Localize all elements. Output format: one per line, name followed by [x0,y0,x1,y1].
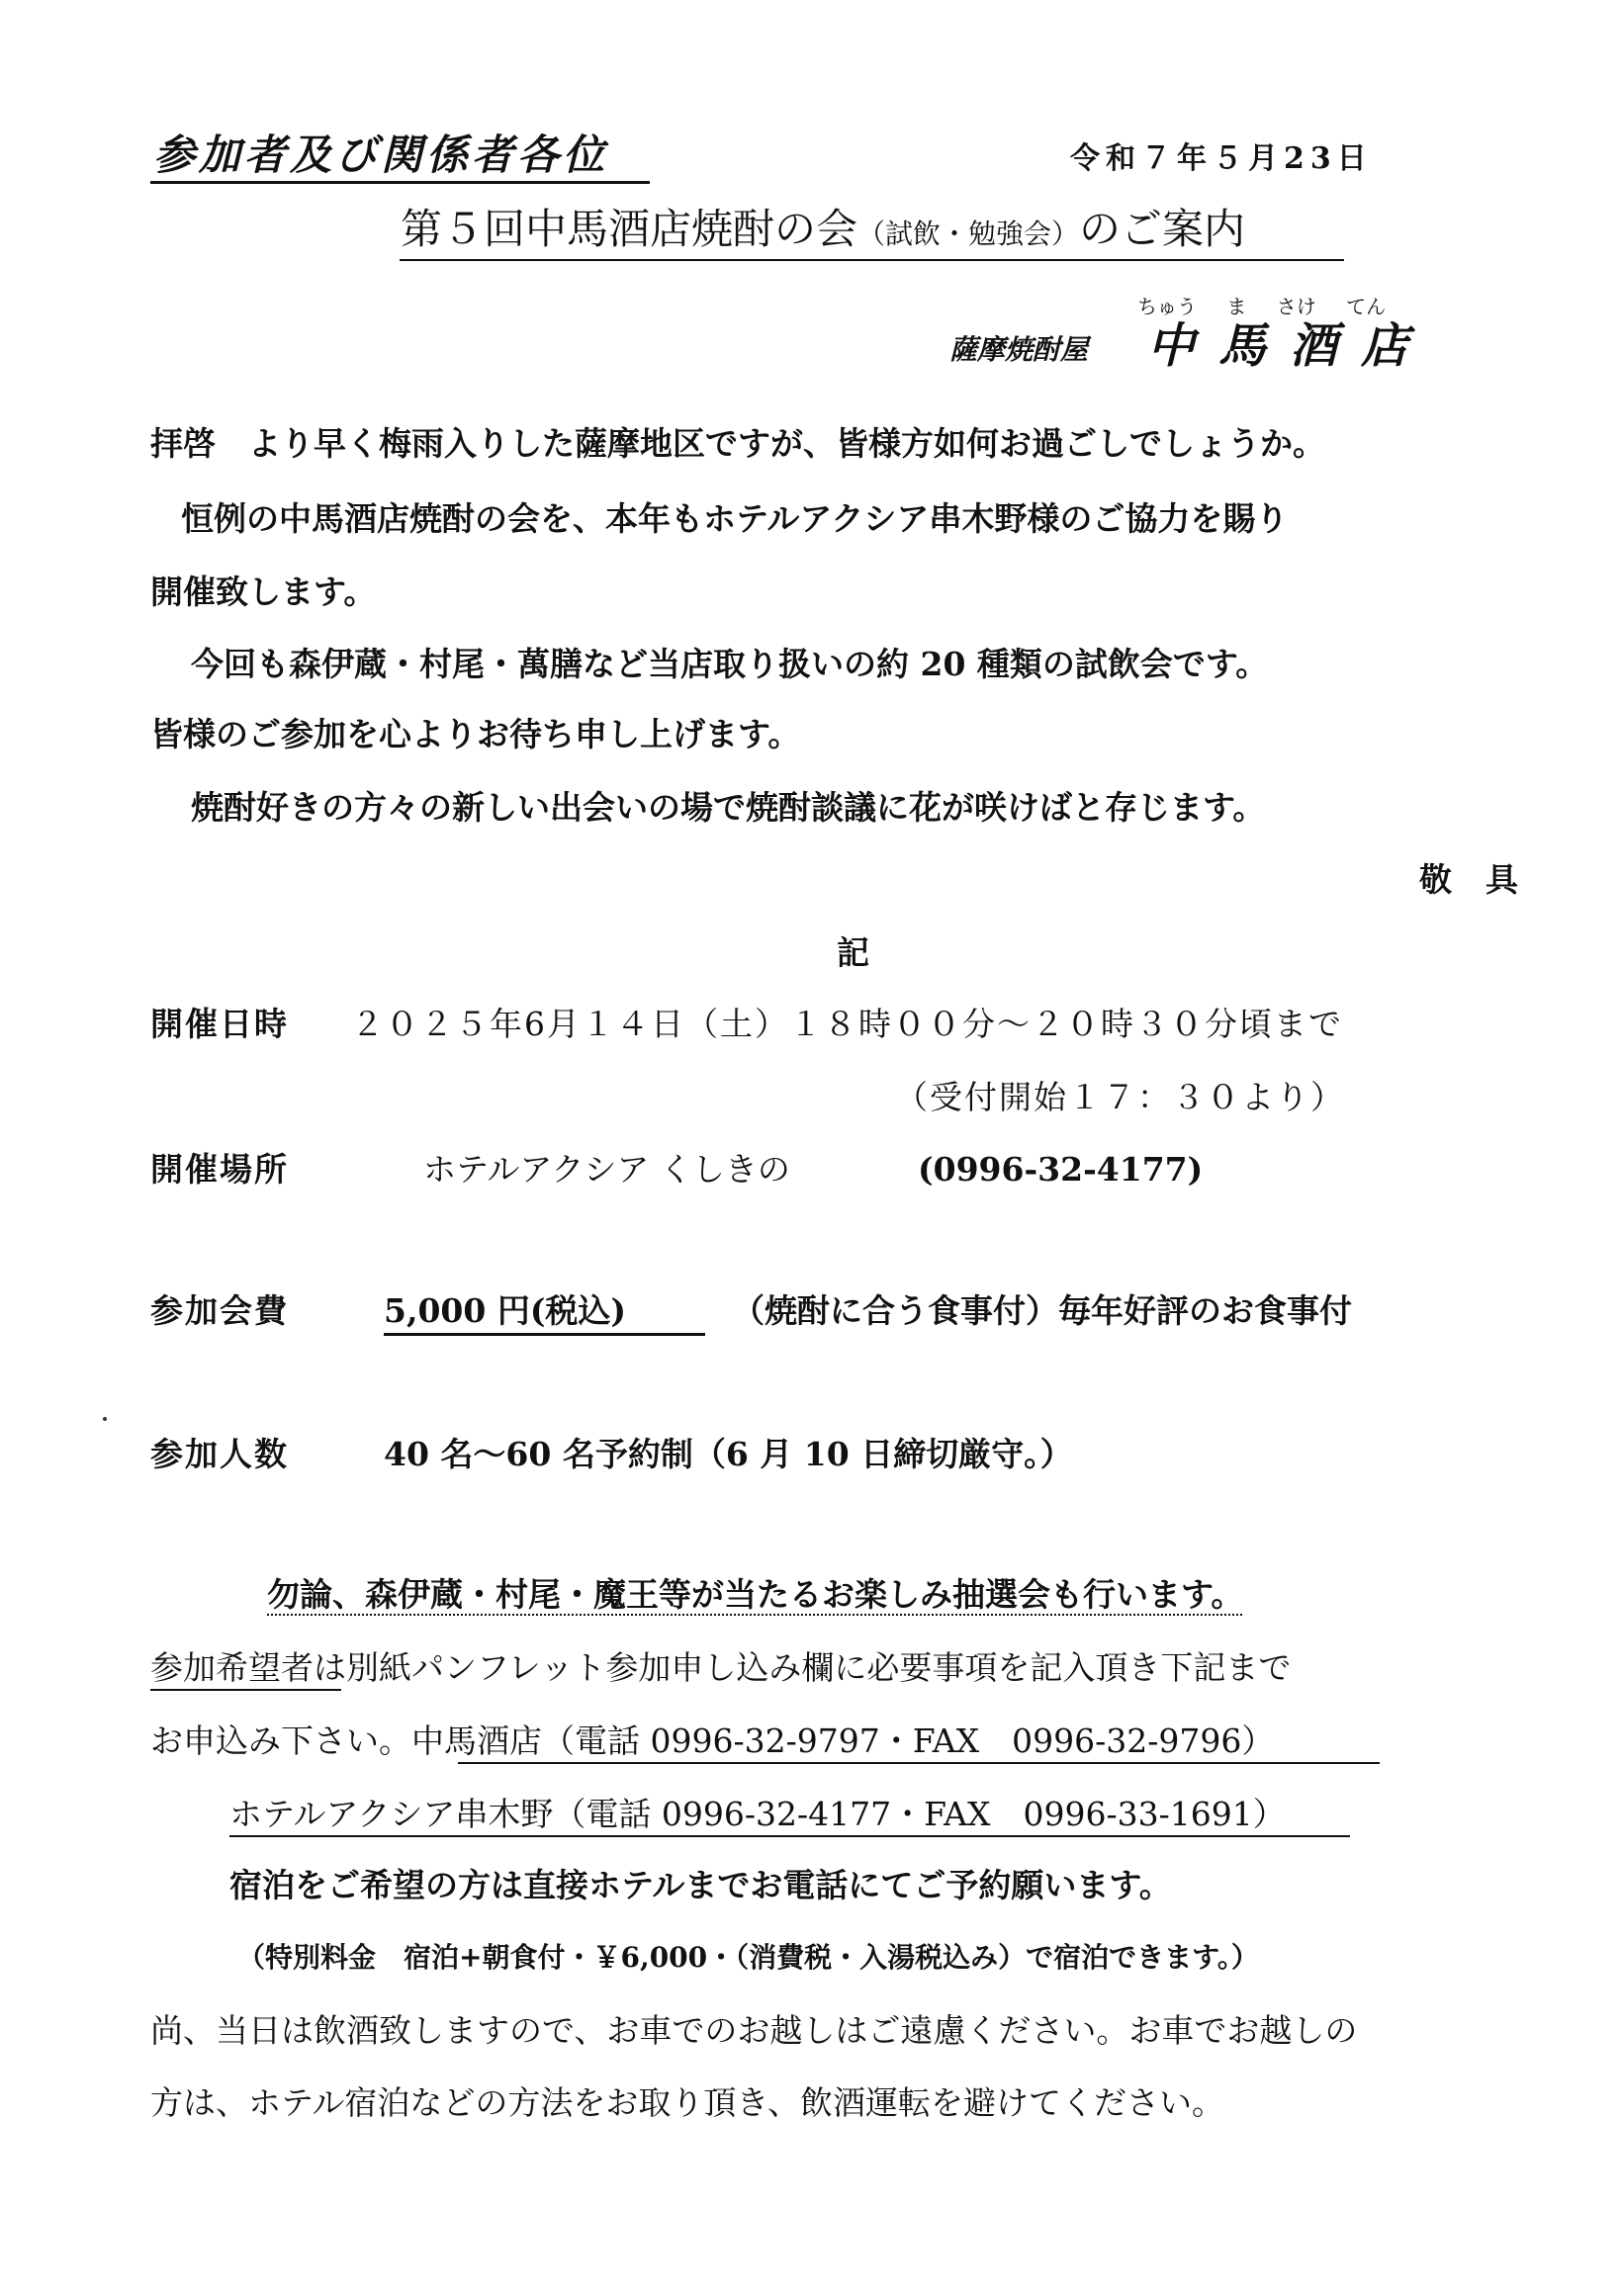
paragraph-3: 焼酎好きの方々の新しい出会いの場で焼酎談議に花が咲けばと存じます。 [191,788,1266,827]
attendance-value: 40 名～60 名予約制（6 月 10 日締切厳守。） [384,1435,1073,1473]
paragraph-1-line-2: 開催致します。 [150,573,377,611]
scan-speck [103,1417,107,1421]
ki-marker: 記 [837,933,869,972]
addressee-underline [150,181,650,184]
event-date-value: ２０２５年6月１４日（土）１８時００分～２０時３０分頃まで [351,1005,1343,1043]
addressee: 参加者及び関係者各位 [153,131,609,179]
apply-instructions: は別紙パンフレット参加申し込み欄に必要事項を記入頂き下記まで [314,1648,1292,1687]
paragraph-2-line-1: 今回も森伊蔵・村尾・萬膳など当店取り扱いの約 20 種類の試飲会です。 [191,645,1269,683]
sender-name: 中馬酒店 [1147,318,1433,374]
shop-contact-underline [458,1762,1380,1764]
issue-date: 令和７年５月23日 [1070,141,1373,176]
reception-time: （受付開始１７：３０より） [895,1078,1345,1116]
fee-note: （焼酎に合う食事付）毎年好評のお食事付 [732,1291,1352,1330]
fee-label: 参加会費 [150,1291,289,1330]
stay-price-note: （特別料金 宿泊+朝食付・￥6,000・（消費税・入湯税込み）で宿泊できます。） [237,1941,1259,1974]
apply-line-1 [150,1648,1292,1687]
sender-label: 薩摩焼酎屋 [949,333,1089,366]
venue-label: 開催場所 [150,1150,289,1189]
shop-contact: 中馬酒店（電話 0996-32-9797・FAX 0996-32-9796） [411,1722,1275,1760]
sender-ruby: ちゅう ま さけ てん [1137,295,1387,318]
lottery-notice: 勿論、森伊蔵・村尾・魔王等が当たるお楽しみ抽選会も行います。 [267,1575,1244,1614]
event-date-label: 開催日時 [150,1005,289,1043]
hotel-contact-underline [229,1835,1350,1837]
paragraph-1-line-1: 恒例の中馬酒店焼酎の会を、本年もホテルアクシア串木野様のご協力を賜り [181,499,1289,538]
apply-line-2 [150,1722,1275,1760]
title-underline [400,259,1344,261]
fee-value: 5,000 円(税込) [384,1291,627,1330]
drink-driving-note-line-2: 方は、ホテル宿泊などの方法をお取り頂き、飲酒運転を避けてください。 [150,2083,1225,2122]
greeting-line: 拝啓 より早く梅雨入りした薩摩地区ですが、皆様方如何お過ごしでしょうか。 [150,424,1325,463]
closing-keigu: 敬具 [1419,860,1552,899]
title-main-prefix: 第５回中馬酒店焼酎の会 [401,205,858,253]
hotel-contact: ホテルアクシア串木野（電話 0996-32-4177・FAX 0996-33-1691） [229,1795,1286,1833]
apply-term-underline [150,1689,341,1691]
title-subtitle: （試飲・勉強会） [857,218,1080,250]
venue-name: ホテルアクシア くしきの [423,1150,790,1189]
apply-underlined-term: 参加希望者 [150,1648,314,1687]
drink-driving-note-line-1: 尚、当日は飲酒致しますので、お車でのお越しはご遠慮ください。お車でお越しの [150,2011,1358,2050]
apply-prefix: お申込み下さい。 [150,1722,411,1760]
stay-notice: 宿泊をご希望の方は直接ホテルまでお電話にてご予約願います。 [229,1866,1172,1904]
venue-phone: (0996-32-4177) [918,1150,1204,1189]
attendance-label: 参加人数 [150,1435,289,1473]
document-title [401,205,1246,253]
paragraph-2-line-2: 皆様のご参加を心よりお待ち申し上げます。 [150,715,801,753]
fee-underline [384,1333,705,1336]
title-main-suffix: のご案内 [1079,205,1246,253]
